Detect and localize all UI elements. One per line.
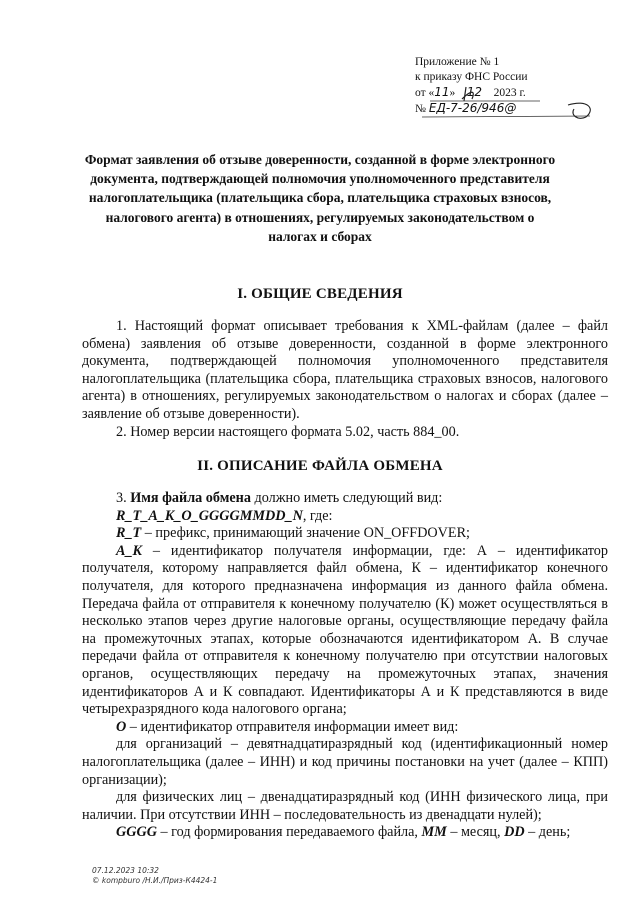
org-definition: для организаций – девятнадцатиразрядный код (идентификационный номер налогоплательщика (далее – ИНН) и код причины постановки на учет (далее – КПП) организации); [82,736,608,788]
rt-desc: – префикс, принимающий значение ON_OFFDOVER; [141,525,470,542]
date-day: 11 [434,85,450,99]
page-footer [92,866,217,886]
number-value: ЕД-7-26/946@ [428,101,517,115]
p3-bold-term: Имя файла обмена [130,490,251,506]
footer-source: © kompburo /Н.И./Приз-К4424-1 [92,876,218,885]
number-prefix: № [415,103,426,115]
p3-number: 3. [116,490,127,506]
section-1-body [82,318,608,441]
o-term: O [116,718,127,735]
m-desc: – месяц, [446,824,505,841]
o-definition [82,719,608,737]
paragraph-3 [82,490,608,508]
date-month: 12 [466,85,483,99]
filename-pattern: R_T_A_K_O_GGGGMMDD_N [116,507,303,524]
g-term: GGGG [116,824,157,841]
paragraph-1: 1. Настоящий формат описывает требования к XML-файлам (далее – файл обмена) заявления об отзыве доверенности, созданной в форме электронного документа, подтверждающей полномочия уполномоченного представителя налогоплательщика (плательщика сбора, плательщика страховых взносов, налогового агента) в отношениях, регулируемых законодательством о налогах и сборах (далее – заявление об отзыве доверенности). [82,318,608,422]
date-prefix: от « [415,87,435,99]
g-desc: – год формирования передаваемого файла, [156,824,422,841]
date-definition [82,824,608,842]
date-year: 2023 г. [493,87,526,99]
section-2-heading: II. ОПИСАНИЕ ФАЙЛА ОБМЕНА [197,458,443,474]
o-desc: – идентификатор отправителя информации имеет вид: [126,718,459,735]
filename-pattern-suffix: , где: [302,507,333,524]
document-title: Формат заявления об отзыве доверенности, созданной в форме электронного документа, подтверждающей полномочия уполномоченного представителя налогоплательщика (плательщика сбора, плательщика страховых взносов, налогового агента) в отношениях, регулируемых законодательством о налогах и сборах [84,152,556,244]
d-term: DD [504,824,525,841]
filename-pattern-line [82,508,608,526]
footer-timestamp: 07.12.2023 10:32 [92,866,159,875]
section-1-heading: I. ОБЩИЕ СВЕДЕНИЯ [237,286,403,302]
ak-desc: – идентификатор получателя информации, где: А – идентификатор получателя, которому направляется файл обмена, К – идентификатор конечного получателя, для которого предназначена информация из данного файла обмена. Передача файла от отправителя к конечному получателю (К) может осуществляться в несколько этапов через другие налоговые органы, осуществляющие передачу файла на промежуточных этапах, которые обозначаются идентификатором А. В случае передачи файла от отправителя к конечному получателю при отсутствии налоговых органов, осуществляющих передачу на промежуточных этапах, значения идентификаторов А и К совпадают. Идентификаторы А и К представляются в виде четырехразрядного кода налогового органа; [82,542,608,718]
ak-term: A_K [116,542,143,559]
p3-rest: должно иметь следующий вид: [254,490,443,506]
paragraph-2: 2. Номер версии настоящего формата 5.02, часть 884_00. [116,423,460,440]
d-desc: – день; [524,824,571,841]
appendix-title: Приложение № 1 [415,56,500,68]
date-mid: » [449,87,456,99]
ak-definition [82,543,608,719]
m-term: MM [421,824,447,841]
phys-definition: для физических лиц – двенадцатиразрядный код (ИНН физического лица, при наличии. При отсутствии ИНН – последовательность из двенадцати нулей); [82,789,608,823]
section-2-body [82,490,608,842]
appendix-order: к приказу ФНС России [415,71,528,83]
rt-definition [82,525,608,543]
rt-term: R_T [116,525,142,542]
handwriting-underline-marks [410,85,600,119]
